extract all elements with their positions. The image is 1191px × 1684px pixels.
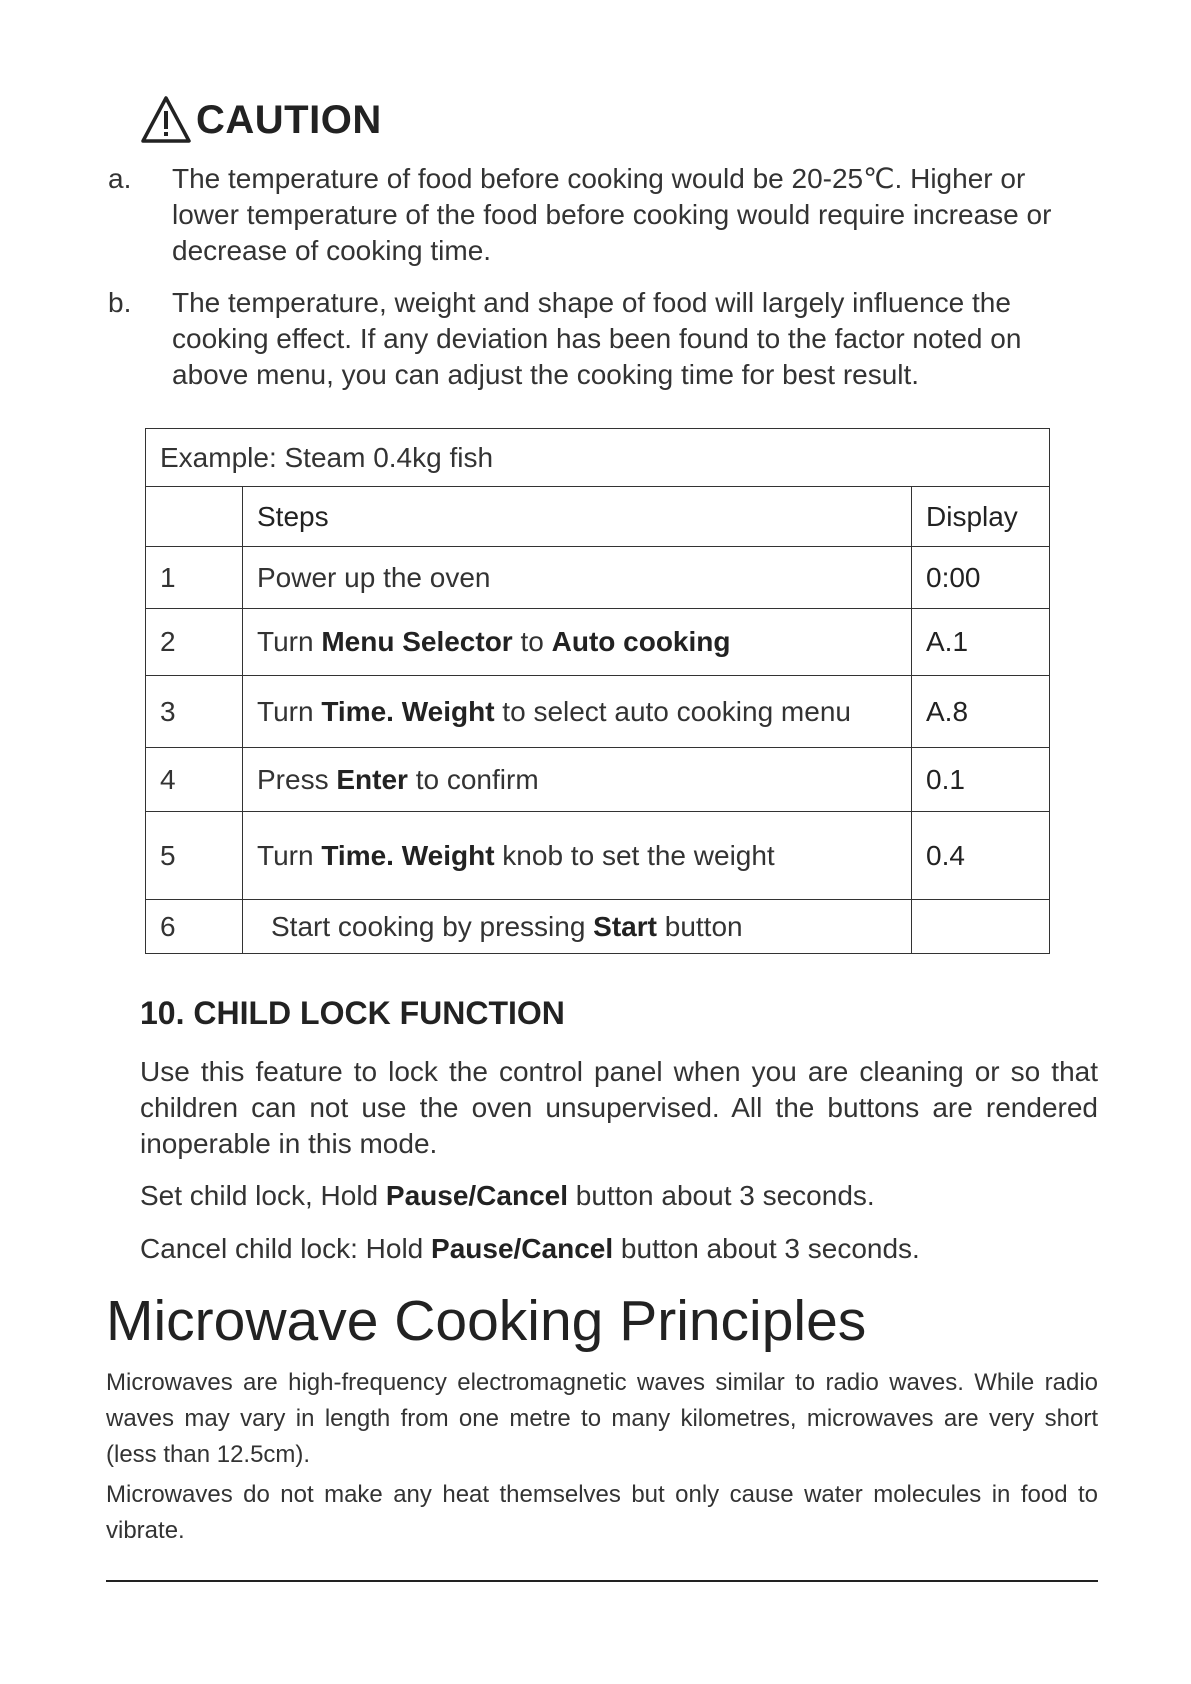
header-num <box>146 487 243 547</box>
step-num: 1 <box>146 547 243 609</box>
step-text-part: Start cooking by pressing <box>271 910 594 942</box>
table-row <box>146 609 1050 676</box>
step-num: 3 <box>146 676 243 748</box>
instruction-keyword: Pause/Cancel <box>385 1180 568 1211</box>
warning-triangle-icon <box>140 95 192 145</box>
step-text <box>243 900 912 954</box>
step-text-part: Turn <box>257 695 322 727</box>
child-lock-heading: 10. CHILD LOCK FUNCTION <box>140 995 565 1031</box>
principles-paragraph-2: Microwaves do not make any heat themselves but only cause water molecules in food to vibrate. <box>106 1481 1098 1544</box>
step-text-part: to <box>512 626 552 657</box>
caution-heading <box>140 92 382 148</box>
table-title: Example: Steam 0.4kg fish <box>146 429 1050 487</box>
step-text <box>243 547 912 609</box>
child-lock-description: Use this feature to lock the control panel when you are cleaning or so that children can not use the oven unsupervised. All the buttons are rendered inoperable in this mode. <box>140 1056 1098 1159</box>
step-text-part: to select auto cooking menu <box>494 695 851 727</box>
header-steps: Steps <box>243 487 912 547</box>
step-num: 2 <box>146 609 243 676</box>
table-row <box>146 676 1050 748</box>
step-display: 0.4 <box>912 812 1050 900</box>
instruction-text: Set child lock, Hold <box>140 1180 386 1211</box>
step-text-part: button <box>656 910 743 942</box>
step-text-keyword: Menu Selector <box>321 626 513 657</box>
table-row <box>146 547 1050 609</box>
step-display: 0.1 <box>912 748 1050 812</box>
step-text-part: Press <box>257 763 337 795</box>
caution-item-b-text: The temperature, weight and shape of food will largely influence the cooking effect. If any deviation has been found to the factor noted on above menu, you can adjust the cooking time for best result. <box>172 287 1022 390</box>
step-text-part: Turn <box>257 839 322 871</box>
table-header-row <box>146 487 1050 547</box>
step-text-keyword: Time. Weight <box>321 839 495 871</box>
table-row <box>146 900 1050 954</box>
bottom-divider <box>106 1580 1098 1582</box>
child-lock-set-instruction <box>140 1178 1098 1214</box>
child-lock-cancel-instruction <box>140 1231 1098 1267</box>
step-text-keyword: Auto cooking <box>551 626 731 657</box>
caution-item-a <box>108 161 1090 269</box>
instruction-keyword: Pause/Cancel <box>431 1233 614 1264</box>
instruction-text: Cancel child lock: Hold <box>140 1233 432 1264</box>
table-row <box>146 812 1050 900</box>
step-display: 0:00 <box>912 547 1050 609</box>
caution-item-b-prefix: b. <box>108 287 132 318</box>
step-display: A.1 <box>912 609 1050 676</box>
caution-item-b <box>108 285 1090 393</box>
principles-heading: Microwave Cooking Principles <box>106 1289 867 1353</box>
step-text <box>243 748 912 812</box>
step-text <box>243 812 912 900</box>
table-row <box>146 748 1050 812</box>
step-num: 5 <box>146 812 243 900</box>
instruction-text: button about 3 seconds. <box>613 1233 920 1264</box>
caution-title: CAUTION <box>196 97 382 142</box>
header-display: Display <box>912 487 1050 547</box>
step-text <box>243 676 912 748</box>
caution-item-a-text: The temperature of food before cooking would be 20-25℃. Higher or lower temperature of the food before cooking would require increase or decrease of cooking time. <box>172 163 1052 266</box>
principles-paragraph-1: Microwaves are high-frequency electromagnetic waves similar to radio waves. While radio waves may vary in length from one metre to many kilometres, microwaves are very short (less than 12.5cm). <box>106 1369 1098 1468</box>
step-text-part: to confirm <box>407 763 539 795</box>
table-title-row <box>146 429 1050 487</box>
step-num: 4 <box>146 748 243 812</box>
step-text-part: Turn <box>257 626 322 657</box>
step-text-keyword: Time. Weight <box>321 695 495 727</box>
step-display <box>912 900 1050 954</box>
caution-item-a-prefix: a. <box>108 163 132 194</box>
step-display: A.8 <box>912 676 1050 748</box>
step-text-keyword: Enter <box>336 763 408 795</box>
step-text <box>243 609 912 676</box>
step-text-part: Power up the oven <box>257 561 491 593</box>
step-text-part: knob to set the weight <box>494 839 775 871</box>
step-text-keyword: Start <box>593 910 657 942</box>
step-num: 6 <box>146 900 243 954</box>
instruction-text: button about 3 seconds. <box>568 1180 875 1211</box>
example-steps-table <box>145 428 1050 954</box>
